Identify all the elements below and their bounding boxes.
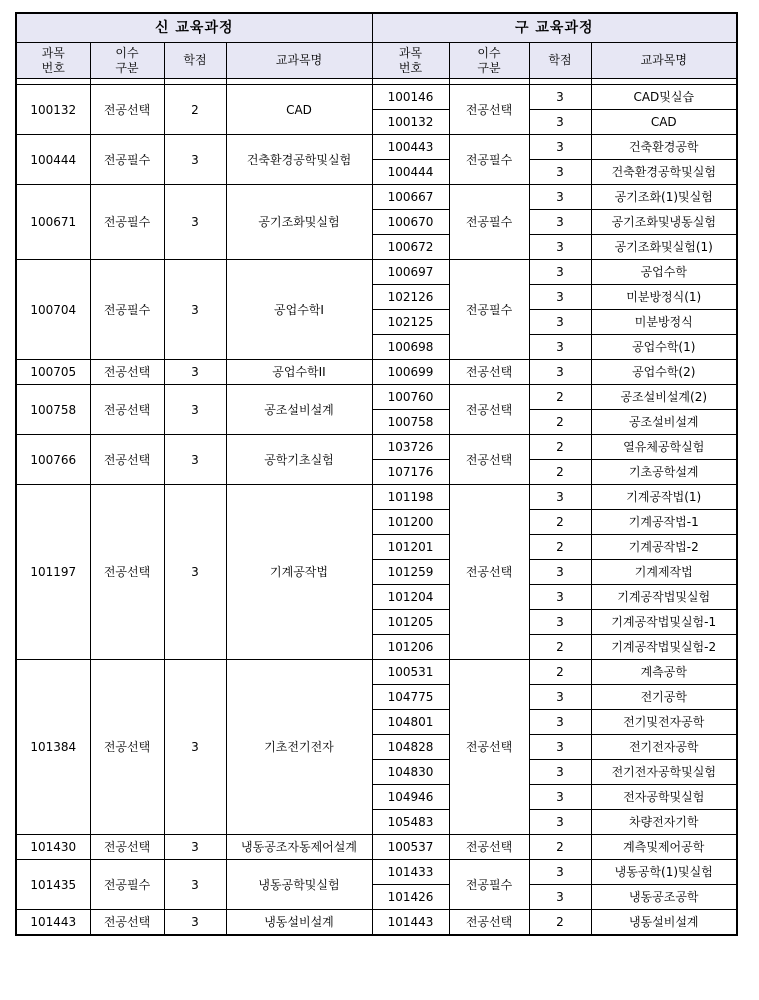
- old-course-code: 104828: [372, 735, 449, 760]
- old-course-credit: 3: [529, 285, 591, 310]
- old-course-code: 102125: [372, 310, 449, 335]
- table-row: [16, 485, 737, 510]
- new-col-code-header: 과목 번호: [16, 43, 90, 79]
- old-course-credit: 3: [529, 135, 591, 160]
- old-course-name: 기계공작법및실험: [591, 585, 737, 610]
- old-course-name: 기계공작법및실험-1: [591, 610, 737, 635]
- new-curriculum-title: 신 교육과정: [16, 13, 372, 43]
- old-course-name: 미분방정식(1): [591, 285, 737, 310]
- new-course-name: 공학기초실험: [226, 435, 372, 485]
- old-course-type: 전공필수: [449, 860, 529, 910]
- old-course-name: 냉동설비설계: [591, 910, 737, 936]
- old-course-name: 전기공학: [591, 685, 737, 710]
- new-course-name: 건축환경공학및실험: [226, 135, 372, 185]
- old-course-type: 전공선택: [449, 910, 529, 936]
- old-course-code: 104801: [372, 710, 449, 735]
- new-course-credit: 3: [164, 435, 226, 485]
- new-course-credit: 3: [164, 135, 226, 185]
- old-course-code: 104775: [372, 685, 449, 710]
- old-course-credit: 2: [529, 385, 591, 410]
- old-col-credit-header: 학점: [529, 43, 591, 79]
- table-body: [16, 79, 737, 936]
- old-course-name: 건축환경공학: [591, 135, 737, 160]
- old-course-code: 100537: [372, 835, 449, 860]
- old-course-code: 100760: [372, 385, 449, 410]
- old-course-code: 101200: [372, 510, 449, 535]
- new-course-name: 공업수학I: [226, 260, 372, 360]
- old-course-name: 건축환경공학및실험: [591, 160, 737, 185]
- new-course-code: 100766: [16, 435, 90, 485]
- old-course-credit: 3: [529, 760, 591, 785]
- old-course-name: 미분방정식: [591, 310, 737, 335]
- new-course-credit: 3: [164, 360, 226, 385]
- old-course-credit: 3: [529, 810, 591, 835]
- old-course-name: CAD: [591, 110, 737, 135]
- old-course-code: 100146: [372, 85, 449, 110]
- old-course-credit: 3: [529, 310, 591, 335]
- old-course-name: CAD및실습: [591, 85, 737, 110]
- old-course-name: 공조설비설계: [591, 410, 737, 435]
- old-col-code-header: 과목 번호: [372, 43, 449, 79]
- new-course-name: 기초전기전자: [226, 660, 372, 835]
- old-course-name: 냉동공학(1)및실험: [591, 860, 737, 885]
- old-course-code: 100531: [372, 660, 449, 685]
- old-course-name: 계측및제어공학: [591, 835, 737, 860]
- old-col-type-header: 이수 구분: [449, 43, 529, 79]
- old-course-code: 101206: [372, 635, 449, 660]
- new-course-credit: 3: [164, 485, 226, 660]
- old-course-code: 105483: [372, 810, 449, 835]
- old-course-name: 전기전자공학: [591, 735, 737, 760]
- old-course-code: 101201: [372, 535, 449, 560]
- old-course-type: 전공선택: [449, 485, 529, 660]
- table-row: [16, 385, 737, 410]
- old-course-type: 전공선택: [449, 660, 529, 835]
- old-course-code: 100670: [372, 210, 449, 235]
- old-course-type: 전공필수: [449, 135, 529, 185]
- new-course-type: 전공필수: [90, 860, 164, 910]
- old-course-credit: 3: [529, 735, 591, 760]
- table-row: [16, 835, 737, 860]
- new-course-name: 냉동공학및실험: [226, 860, 372, 910]
- new-course-type: 전공선택: [90, 435, 164, 485]
- new-col-credit-header: 학점: [164, 43, 226, 79]
- old-course-name: 전기전자공학및실험: [591, 760, 737, 785]
- table-row: [16, 910, 737, 936]
- table-row: [16, 860, 737, 885]
- new-course-code: 100671: [16, 185, 90, 260]
- old-course-code: 100667: [372, 185, 449, 210]
- old-course-name: 공기조화및냉동실험: [591, 210, 737, 235]
- old-course-credit: 3: [529, 335, 591, 360]
- new-course-type: 전공선택: [90, 660, 164, 835]
- old-course-credit: 3: [529, 85, 591, 110]
- old-course-type: 전공선택: [449, 360, 529, 385]
- old-course-credit: 3: [529, 260, 591, 285]
- old-course-credit: 3: [529, 485, 591, 510]
- old-course-credit: 3: [529, 360, 591, 385]
- old-course-name: 공기조화및실험(1): [591, 235, 737, 260]
- old-course-credit: 3: [529, 885, 591, 910]
- old-course-name: 기계공작법및실험-2: [591, 635, 737, 660]
- old-course-code: 101259: [372, 560, 449, 585]
- old-course-name: 전자공학및실험: [591, 785, 737, 810]
- old-course-name: 계측공학: [591, 660, 737, 685]
- old-course-code: 107176: [372, 460, 449, 485]
- old-course-name: 기계제작법: [591, 560, 737, 585]
- course-mapping-table-container: [15, 12, 738, 936]
- old-course-credit: 2: [529, 835, 591, 860]
- new-course-name: CAD: [226, 85, 372, 135]
- new-course-type: 전공선택: [90, 85, 164, 135]
- new-course-code: 100758: [16, 385, 90, 435]
- table-row: [16, 85, 737, 110]
- new-course-name: 냉동설비설계: [226, 910, 372, 936]
- new-course-name: 공기조화및실험: [226, 185, 372, 260]
- new-col-type-header: 이수 구분: [90, 43, 164, 79]
- old-course-code: 101433: [372, 860, 449, 885]
- old-course-name: 기계공작법-1: [591, 510, 737, 535]
- table-row: [16, 360, 737, 385]
- old-course-code: 100444: [372, 160, 449, 185]
- new-course-code: 101443: [16, 910, 90, 936]
- old-course-credit: 3: [529, 560, 591, 585]
- old-course-name: 공기조화(1)및실험: [591, 185, 737, 210]
- new-course-type: 전공선택: [90, 360, 164, 385]
- old-course-code: 103726: [372, 435, 449, 460]
- old-course-credit: 3: [529, 610, 591, 635]
- old-col-name-header: 교과목명: [591, 43, 737, 79]
- new-course-code: 101430: [16, 835, 90, 860]
- old-course-name: 열유체공학실험: [591, 435, 737, 460]
- old-course-credit: 2: [529, 460, 591, 485]
- new-course-type: 전공선택: [90, 385, 164, 435]
- new-course-credit: 3: [164, 660, 226, 835]
- old-course-code: 100697: [372, 260, 449, 285]
- old-course-name: 공업수학(1): [591, 335, 737, 360]
- new-course-name: 기계공작법: [226, 485, 372, 660]
- old-course-code: 101204: [372, 585, 449, 610]
- new-course-credit: 3: [164, 835, 226, 860]
- new-course-credit: 3: [164, 185, 226, 260]
- old-course-code: 100132: [372, 110, 449, 135]
- old-course-credit: 3: [529, 110, 591, 135]
- old-course-code: 100758: [372, 410, 449, 435]
- new-course-type: 전공필수: [90, 260, 164, 360]
- old-course-credit: 2: [529, 910, 591, 936]
- old-course-type: 전공선택: [449, 85, 529, 135]
- old-course-name: 기계공작법-2: [591, 535, 737, 560]
- old-course-code: 104830: [372, 760, 449, 785]
- old-course-name: 전기및전자공학: [591, 710, 737, 735]
- table-row: [16, 660, 737, 685]
- old-course-code: 100699: [372, 360, 449, 385]
- old-course-name: 공업수학: [591, 260, 737, 285]
- old-course-type: 전공선택: [449, 435, 529, 485]
- new-course-code: 101435: [16, 860, 90, 910]
- old-course-name: 기초공학설계: [591, 460, 737, 485]
- old-course-code: 102126: [372, 285, 449, 310]
- table-row: [16, 135, 737, 160]
- old-course-code: 100672: [372, 235, 449, 260]
- new-course-code: 100705: [16, 360, 90, 385]
- new-course-code: 100132: [16, 85, 90, 135]
- old-course-code: 101443: [372, 910, 449, 936]
- new-course-type: 전공필수: [90, 135, 164, 185]
- course-mapping-table: [15, 12, 738, 936]
- new-course-credit: 3: [164, 910, 226, 936]
- new-course-credit: 2: [164, 85, 226, 135]
- old-course-credit: 3: [529, 210, 591, 235]
- old-course-credit: 3: [529, 185, 591, 210]
- old-course-type: 전공필수: [449, 260, 529, 360]
- table-row: [16, 260, 737, 285]
- table-row: [16, 435, 737, 460]
- new-course-credit: 3: [164, 260, 226, 360]
- new-course-credit: 3: [164, 860, 226, 910]
- old-course-credit: 3: [529, 160, 591, 185]
- old-course-code: 100443: [372, 135, 449, 160]
- old-course-type: 전공선택: [449, 835, 529, 860]
- new-col-name-header: 교과목명: [226, 43, 372, 79]
- old-curriculum-title: 구 교육과정: [372, 13, 737, 43]
- new-course-type: 전공필수: [90, 185, 164, 260]
- old-course-type: 전공필수: [449, 185, 529, 260]
- new-course-type: 전공선택: [90, 910, 164, 936]
- table-row: [16, 185, 737, 210]
- old-course-name: 기계공작법(1): [591, 485, 737, 510]
- new-course-type: 전공선택: [90, 835, 164, 860]
- old-course-code: 101205: [372, 610, 449, 635]
- new-course-name: 공업수학II: [226, 360, 372, 385]
- new-course-name: 냉동공조자동제어설계: [226, 835, 372, 860]
- old-course-code: 101426: [372, 885, 449, 910]
- old-course-credit: 3: [529, 860, 591, 885]
- old-course-credit: 2: [529, 535, 591, 560]
- old-course-name: 공조설비설계(2): [591, 385, 737, 410]
- old-course-credit: 2: [529, 635, 591, 660]
- old-course-code: 104946: [372, 785, 449, 810]
- old-course-credit: 2: [529, 660, 591, 685]
- old-course-name: 냉동공조공학: [591, 885, 737, 910]
- old-course-credit: 2: [529, 410, 591, 435]
- new-course-name: 공조설비설계: [226, 385, 372, 435]
- new-course-credit: 3: [164, 385, 226, 435]
- old-course-credit: 3: [529, 710, 591, 735]
- old-course-credit: 2: [529, 510, 591, 535]
- old-course-code: 101198: [372, 485, 449, 510]
- new-course-type: 전공선택: [90, 485, 164, 660]
- old-course-type: 전공선택: [449, 385, 529, 435]
- old-course-credit: 3: [529, 585, 591, 610]
- old-course-code: 100698: [372, 335, 449, 360]
- new-course-code: 101384: [16, 660, 90, 835]
- old-course-name: 차량전자기학: [591, 810, 737, 835]
- new-course-code: 101197: [16, 485, 90, 660]
- old-course-credit: 3: [529, 235, 591, 260]
- new-course-code: 100444: [16, 135, 90, 185]
- old-course-credit: 2: [529, 435, 591, 460]
- old-course-credit: 3: [529, 785, 591, 810]
- new-course-code: 100704: [16, 260, 90, 360]
- old-course-name: 공업수학(2): [591, 360, 737, 385]
- old-course-credit: 3: [529, 685, 591, 710]
